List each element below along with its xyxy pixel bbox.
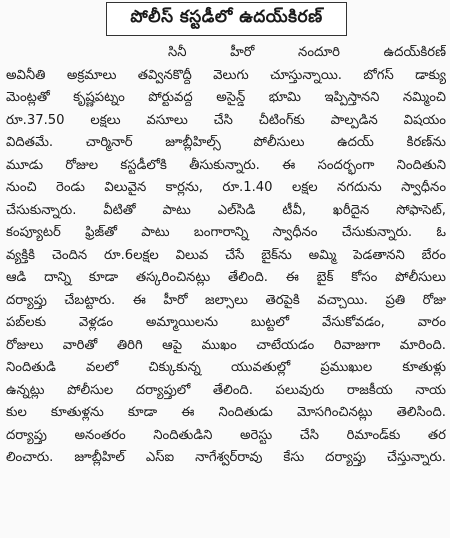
article-line: కుల కూతుళ్లను కూడా ఈ నిందితుడు మోసగించినట్లు తెలిసింది. xyxy=(6,405,446,420)
article-line: దర్యాప్తు అనంతరం నిందితుడిని అరెస్టు చేసి రిమాండ్‌కు తర xyxy=(6,427,446,443)
article-line: విదితమే. చార్మినార్‌ జూబ్లీహిల్స్ పోలీసులు ఉదయ్ కిరణ్‌ను xyxy=(6,135,446,150)
article-line: నుంచి రెండు విలువైన కార్లను, రూ.1.40 లక్షల నగదును స్వాధీనం xyxy=(6,180,446,195)
article-line: ఉన్నట్లు పోలీసుల దర్యాప్తులో తేలింది. పలువురు రాజకీయ నాయ xyxy=(6,382,446,398)
article-line: ఆడి దాన్ని కూడా తస్కరించినట్లు తేలింది. ఈ బైక్ కోసం పోలీసులు xyxy=(6,270,446,285)
article-line: మెంట్లతో కృష్ణపట్నం పోర్టువద్ద అసైన్డ్ భూమి ఇప్పిస్తానని నమ్మించి xyxy=(6,90,446,105)
article-line: చేసుకున్నారు. వీటితో పాటు ఎల్‌సిడి టీవీ, ఖరీదైన సోఫాసెట్, xyxy=(6,202,446,218)
article-line: అవినీతి అక్రమాలు తవ్వినకొద్దీ వెలుగు చూస్తున్నాయి. బోగస్ డాక్యు xyxy=(6,67,446,83)
article-line: నిందితుడి వలలో చిక్కుకున్న యువతుల్లో ప్రముఖుల కూతుళ్లు xyxy=(6,360,446,375)
article-body xyxy=(6,42,446,470)
article-line: దర్యాప్తు చేబట్టారు. ఈ హీరో జల్సాలు తెరపైకి వచ్చాయి. ప్రతి రోజు xyxy=(6,292,446,308)
article-line: సినీ హీరో నందూరి ఉదయ్‌కిరణ్ xyxy=(168,45,446,60)
article-line: వ్యక్తికి చెందిన రూ.6లక్షల విలువ చేసే బైక్‌ను అమ్మి పెడతానని బేరం xyxy=(6,247,446,263)
article-line: పబ్‌లకు వెళ్లడం అమ్మాయిలను బుట్టలో వేసుకోవడం, వారం xyxy=(6,315,446,330)
article-line: రూ.37.50 లక్షలు వసూలు చేసి చీటింగ్‌కు పాల్పడిన విషయం xyxy=(6,112,446,128)
article-line: మూడు రోజుల కస్టడీలోకి తీసుకున్నారు. ఈ సందర్భంగా నిందితుని xyxy=(6,157,446,173)
article-line: రోజులు వారితో తిరిగి ఆపై ముఖం చాటేయడం రివాజుగా మారింది. xyxy=(6,337,446,353)
headline-box xyxy=(106,2,347,36)
article-line: కంప్యూటర్ ఫ్రిజ్‌తో పాటు బంగారాన్ని స్వాధీనం చేసుకున్నారు. ఓ xyxy=(6,225,446,240)
article-line: లించారు. జూబ్లీహిల్ ఎస్‌ఐ నాగేశ్వర్‌రావు కేసు దర్యాప్తు చేస్తున్నారు. xyxy=(6,450,446,465)
headline: పోలీస్ కస్టడీలో ఉదయ్‌కిరణ్ xyxy=(130,7,323,27)
